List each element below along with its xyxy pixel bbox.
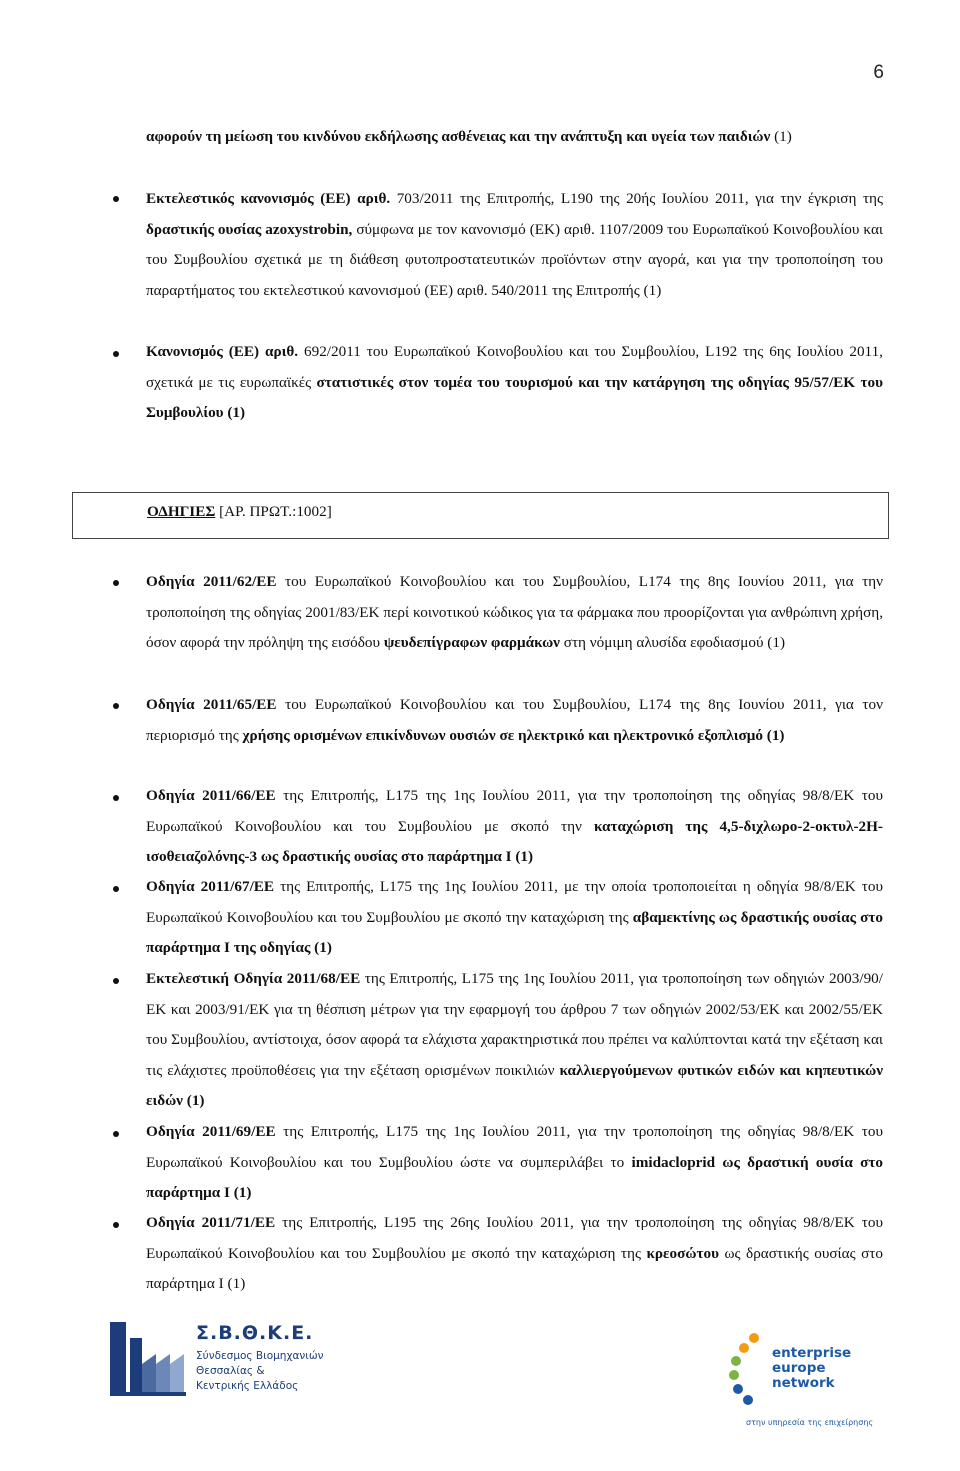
text-run: του Ευρωπαϊκού Κοινοβουλίου και του Συμβουλίου, L174 της 8ης Ιουνίου 2011, για την τροποποίηση της οδηγίας 2001/83/ΕΚ περί κοινοτικού κώδικος για τα φάρμακα που προορίζονται για ανθρώπινη χρήση, όσον αφορά την πρόληψη της εισόδου xyxy=(146,573,883,652)
text-run: της Επιτροπής, L175 της 1ης Ιουλίου 2011, με την οποία τροποποιείται η οδηγία 98/8/ΕΚ του Ευρωπαϊκού Κοινοβουλίου και του Συμβουλίου με σκοπό την καταχώριση της xyxy=(146,878,883,926)
text-run: 692/2011 του Ευρωπαϊκού Κοινοβουλίου και του Συμβουλίου, L192 της 6ης Ιουλίου 2011, σχετικά με τις ευρωπαϊκές xyxy=(146,343,883,391)
een-line: network xyxy=(772,1375,835,1391)
bold-run: Οδηγία 2011/62/ΕΕ xyxy=(146,573,277,590)
list-item xyxy=(146,781,883,873)
bold-run: Κανονισμός (ΕΕ) αριθ. xyxy=(146,343,299,360)
een-tagline: στην υπηρεσία της επιχείρησης xyxy=(746,1418,874,1427)
text-run: 703/2011 της Επιτροπής, L190 της 20ής Ιουλίου 2011, για την έγκριση της xyxy=(390,190,884,207)
bullet xyxy=(113,795,119,801)
bold-run: ψευδεπίγραφων φαρμάκων xyxy=(383,634,560,652)
text-run: ως δραστικής ουσίας στο παράρτημα I (1) xyxy=(146,1244,883,1293)
factory-icon xyxy=(108,1320,188,1400)
bold-run: χρήσης ορισμένων επικίνδυνων ουσιών σε ηλεκτρικό και ηλεκτρονικό εξοπλισμό (1) xyxy=(242,726,785,744)
list-item xyxy=(146,872,883,964)
text-run: στη νόμιμη αλυσίδα εφοδιασμού (1) xyxy=(559,634,786,652)
bold-run: Εκτελεστικός κανονισμός (ΕΕ) αριθ. xyxy=(146,190,391,207)
bold-run: Οδηγία 2011/67/ΕΕ xyxy=(146,878,275,895)
sbtke-logo xyxy=(108,1320,324,1400)
bullet xyxy=(113,886,119,892)
bold-run: αφορούν τη μείωση του κινδύνου εκδήλωσης ασθένειας και την ανάπτυξη και υγεία των παιδιών xyxy=(146,128,771,145)
sbtke-line: Κεντρικής Ελλάδος xyxy=(196,1380,299,1392)
bullet xyxy=(113,703,119,709)
list-item xyxy=(146,337,883,429)
list-item xyxy=(146,690,883,751)
text-run: της Επιτροπής, L195 της 26ης Ιουλίου 2011, για την τροποποίηση της οδηγίας 98/8/ΕΚ του Ευρωπαϊκού Κοινοβουλίου και του Συμβουλίου με σκοπό την καταχώριση της xyxy=(146,1214,883,1262)
text-run: της Επιτροπής, L175 της 1ης Ιουλίου 2011, για την τροποποίηση της οδηγίας 98/8/ΕΚ του Ευρωπαϊκού Κοινοβουλίου και του Συμβουλίου ώστε να συμπεριλάβει το xyxy=(146,1123,883,1171)
bold-run: δραστικής ουσίας azoxystrobin, xyxy=(146,220,353,238)
bullet xyxy=(113,1131,119,1137)
text-run: της Επιτροπής, L175 της 1ης Ιουλίου 2011, για την τροποποίηση της οδηγίας 98/8/ΕΚ του Ευρωπαϊκού Κοινοβουλίου και του Συμβουλίου με σκοπό την xyxy=(146,787,883,835)
bold-run: imidacloprid ως δραστική ουσία στο παράρτημα I (1) xyxy=(146,1153,883,1202)
list-item xyxy=(146,184,883,306)
text-run: της Επιτροπής, L175 της 1ης Ιουλίου 2011, για τροποποίηση των οδηγιών 2003/90/ΕΚ και 2003/91/ΕΚ για τη θέσπιση μέτρων για την εφαρμογή του άρθρου 7 των οδηγιών 2002/53/ΕΚ και 2002/55/ΕΚ του Συμβουλίου, αντίστοιχα, όσον αφορά τα ελάχιστα χαρακτηριστικά που πρέπει να καλύπτονται κατά την εξέταση και τις ελάχιστες προϋποθέσεις για την εξέταση ορισμένων ποικιλιών xyxy=(146,970,883,1079)
bullet xyxy=(113,196,119,202)
bullet xyxy=(113,580,119,586)
page-number: 6 xyxy=(873,62,884,83)
text-run: του Ευρωπαϊκού Κοινοβουλίου και του Συμβουλίου, L174 της 8ης Ιουνίου 2011, για τον περιορισμό της xyxy=(146,696,883,744)
bold-run: καλλιεργούμενων φυτικών ειδών και κηπευτικών ειδών (1) xyxy=(146,1061,883,1110)
section-header-title: ΟΔΗΓΙΕΣ xyxy=(147,503,216,520)
een-line: enterprise xyxy=(772,1345,852,1361)
bold-run: καταχώριση της 4,5-διχλωρο-2-οκτυλ-2Η-ισοθειαζολόνης-3 ως δραστικής ουσίας στο παράρτημα I (1) xyxy=(146,817,883,866)
text-run: σύμφωνα με τον κανονισμό (ΕΚ) αριθ. 1107/2009 του Ευρωπαϊκού Κοινοβουλίου και του Συμβουλίου σχετικά με τη διάθεση φυτοπροστατευτικών προϊόντων στην αγορά, και για την τροποποίηση του παραρτήματος του εκτελεστικού κανονισμού (ΕΕ) αριθ. 540/2011 της Επιτροπής (1) xyxy=(146,220,883,299)
bullet xyxy=(113,978,119,984)
section-header-reference: [ΑΡ. ΠΡΩΤ.:1002] xyxy=(215,503,332,520)
een-line: europe xyxy=(772,1360,826,1376)
bullet xyxy=(113,351,119,357)
list-item xyxy=(146,1117,883,1209)
enterprise-europe-network-logo xyxy=(724,1320,904,1430)
bold-run: στατιστικές στον τομέα του τουρισμού και την κατάργηση της οδηγίας 95/57/ΕΚ του Συμβουλίου (1) xyxy=(146,373,883,422)
section-header-directives xyxy=(72,492,889,539)
text-run: (1) xyxy=(770,128,792,145)
bold-run: αβαμεκτίνης ως δραστικής ουσίας στο παράρτημα I της οδηγίας (1) xyxy=(146,908,883,957)
bold-run: κρεοσώτου xyxy=(646,1244,719,1262)
list-item xyxy=(146,567,883,659)
list-item xyxy=(146,964,883,1117)
paragraph-continuation xyxy=(146,122,883,153)
bold-run: Οδηγία 2011/71/ΕΕ xyxy=(146,1214,276,1231)
bold-run: Οδηγία 2011/65/ΕΕ xyxy=(146,696,277,713)
bold-run: Οδηγία 2011/66/ΕΕ xyxy=(146,787,276,804)
list-item xyxy=(146,1208,883,1300)
bold-run: Οδηγία 2011/69/ΕΕ xyxy=(146,1123,276,1140)
sbtke-line: Σύνδεσμος Βιομηχανιών xyxy=(196,1350,324,1362)
een-swirl-icon xyxy=(724,1328,774,1408)
sbtke-line: Θεσσαλίας & xyxy=(196,1365,265,1377)
bullet xyxy=(113,1222,119,1228)
bold-run: Εκτελεστική Οδηγία 2011/68/ΕΕ xyxy=(146,970,361,987)
sbtke-title: Σ.Β.Θ.Κ.Ε. xyxy=(196,1322,314,1344)
